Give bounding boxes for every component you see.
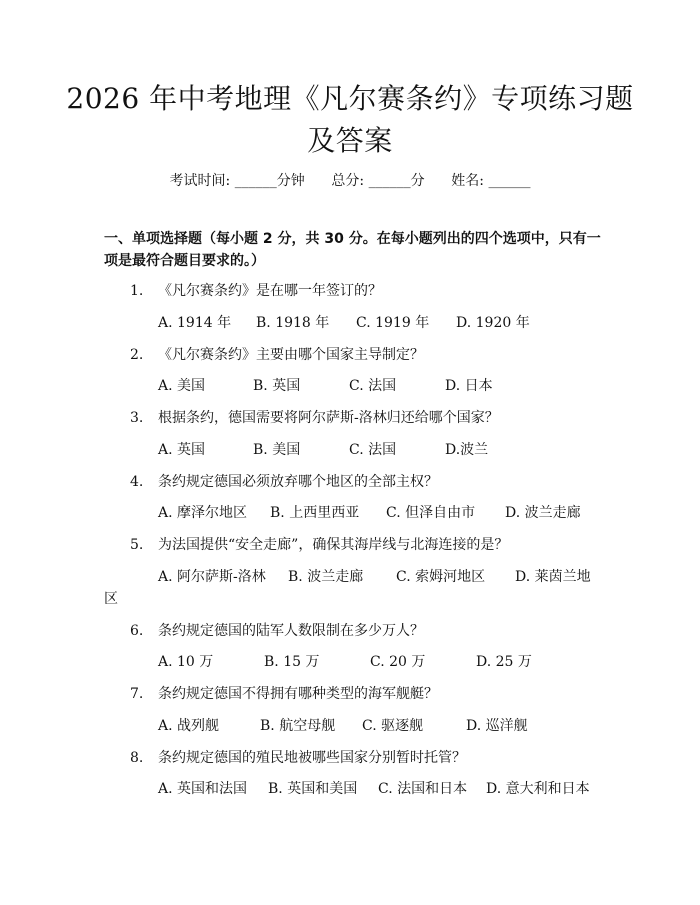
- option-d: D. 巡洋舰: [466, 718, 528, 734]
- exam-meta-line: 考试时间: ______分钟 总分: ______分 姓名: ______: [169, 173, 531, 189]
- option-d: D. 波兰走廊: [505, 505, 581, 521]
- option-a: A. 英国: [158, 442, 206, 458]
- option-d-wrap: 区: [104, 591, 118, 607]
- option-d: D. 25 万: [476, 654, 532, 670]
- option-b: B. 美国: [253, 442, 301, 458]
- question-text: 条约规定德国的陆军人数限制在多少万人？: [158, 623, 424, 639]
- option-b: B. 波兰走廊: [288, 569, 364, 585]
- option-b: B. 上西里西亚: [270, 505, 360, 521]
- option-b: B. 15 万: [264, 654, 320, 670]
- question-text: 条约规定德国的殖民地被哪些国家分别暂时托管？: [158, 750, 466, 766]
- section-heading: 一、单项选择题（每小题 2 分，共 30 分。在每小题列出的四个选项中，只有一项是最符合题目要求的。）: [104, 231, 601, 269]
- question-number: 3.: [130, 410, 144, 426]
- question-text: 根据条约，德国需要将阿尔萨斯-洛林归还给哪个国家？: [158, 410, 499, 426]
- option-c: C. 法国: [349, 442, 397, 458]
- question-text: 为法国提供“安全走廊”，确保其海岸线与北海连接的是？: [158, 537, 509, 553]
- option-d: D.波兰: [445, 442, 489, 458]
- option-a: A. 阿尔萨斯-洛林: [158, 569, 266, 585]
- document-title: [60, 78, 640, 162]
- option-a: A. 10 万: [158, 654, 214, 670]
- option-d: D. 莱茵兰地: [515, 569, 591, 585]
- question-text: 《凡尔赛条约》是在哪一年签订的？: [158, 283, 382, 299]
- question-7: [130, 684, 438, 704]
- question-2: [130, 345, 424, 365]
- question-1: [130, 281, 382, 301]
- question-text: 《凡尔赛条约》主要由哪个国家主导制定？: [158, 347, 424, 363]
- title-line-1: 2026 年中考地理《凡尔赛条约》专项练习题: [66, 82, 634, 115]
- option-c: C. 法国和日本: [378, 781, 468, 797]
- option-d: D. 1920 年: [456, 315, 530, 331]
- option-a: A. 英国和法国: [158, 781, 248, 797]
- question-number: 7.: [130, 686, 144, 702]
- option-c: C. 索姆河地区: [396, 569, 486, 585]
- option-c: C. 法国: [349, 378, 397, 394]
- option-d: D. 日本: [445, 378, 493, 394]
- option-c: C. 但泽自由市: [386, 505, 476, 521]
- question-number: 2.: [130, 347, 144, 363]
- option-b: B. 英国和美国: [268, 781, 358, 797]
- question-6: [130, 621, 424, 641]
- question-number: 1.: [130, 283, 144, 299]
- question-3: [130, 408, 499, 428]
- option-b: B. 航空母舰: [260, 718, 336, 734]
- question-text: 条约规定德国不得拥有哪种类型的海军舰艇？: [158, 686, 438, 702]
- question-4: [130, 472, 438, 492]
- option-a: A. 美国: [158, 378, 206, 394]
- option-b: B. 英国: [253, 378, 301, 394]
- question-8: [130, 748, 466, 768]
- question-number: 6.: [130, 623, 144, 639]
- question-number: 5.: [130, 537, 144, 553]
- question-number: 8.: [130, 750, 144, 766]
- option-d: D. 意大利和日本: [486, 781, 590, 797]
- option-a: A. 摩泽尔地区: [158, 505, 248, 521]
- question-5: [130, 535, 508, 555]
- option-b: B. 1918 年: [256, 315, 330, 331]
- title-line-2: 及答案: [307, 124, 393, 157]
- option-c: C. 20 万: [370, 654, 426, 670]
- option-c: C. 驱逐舰: [362, 718, 424, 734]
- option-c: C. 1919 年: [356, 315, 430, 331]
- option-a: A. 1914 年: [158, 315, 232, 331]
- question-number: 4.: [130, 474, 144, 490]
- option-a: A. 战列舰: [158, 718, 220, 734]
- question-text: 条约规定德国必须放弃哪个地区的全部主权？: [158, 474, 438, 490]
